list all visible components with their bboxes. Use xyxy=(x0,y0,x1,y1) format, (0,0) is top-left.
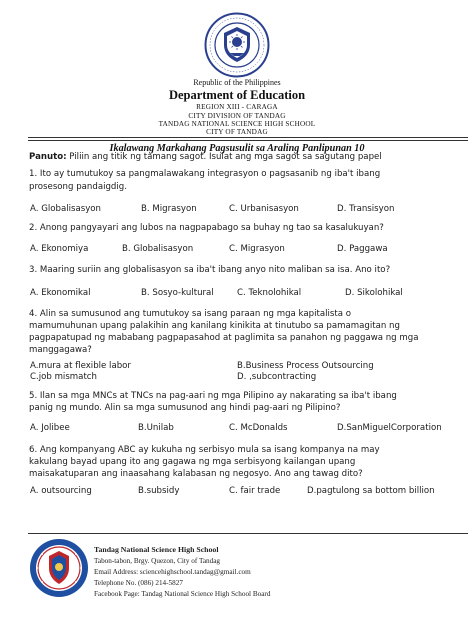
question-4-line: manggagawa? xyxy=(29,345,92,355)
question-2-line: 2. Anong pangyayari ang lubos na nagpapabago sa buhay ng tao sa kasalukuyan? xyxy=(29,223,384,233)
footer-address: Tabon-tabon, Brgy. Quezon, City of Tandag xyxy=(94,557,221,565)
header-divider xyxy=(28,140,468,141)
q6-option-b: B.subsidy xyxy=(138,486,180,496)
q4-option-d: D. ,subcontracting xyxy=(237,372,317,382)
question-1-line: prosesong pandaigdig. xyxy=(29,182,127,192)
q1-option-b: B. Migrasyon xyxy=(141,204,197,214)
q2-option-c: C. Migrasyon xyxy=(229,244,285,254)
question-4-line: pagpapatupad ng mababang pagpapasahod at paglimita sa panahon ng paggawa ng mga xyxy=(29,333,419,343)
question-4-line: mamumuhunan upang palakihin ang kanilang kinikita at tinutubo sa pamamagitan ng xyxy=(29,321,400,331)
q1-option-a: A. Globalisasyon xyxy=(30,204,102,214)
q3-option-a: A. Ekonomikal xyxy=(30,288,91,298)
footer-email: Email Address: sciencehighschool.tandag@gmail.com xyxy=(94,568,251,576)
q1-option-d: D. Transisyon xyxy=(337,204,395,214)
q2-option-d: D. Paggawa xyxy=(337,244,388,254)
deped-seal-logo xyxy=(204,12,270,78)
school-logo xyxy=(29,538,89,598)
exam-title: Ikalawang Markahang Pagsusulit sa Araling Panlipunan 10 xyxy=(109,143,365,154)
question-5-line: 5. Ilan sa mga MNCs at TNCs na pag-aari ng mga Pilipino ay nakarating sa iba't ibang xyxy=(29,391,397,401)
department-name: Department of Education xyxy=(168,88,306,102)
q6-option-d: D.pagtulong sa bottom billion xyxy=(307,486,435,496)
q2-option-a: A. Ekonomiya xyxy=(30,244,89,254)
q5-option-b: B.Unilab xyxy=(138,423,174,433)
q3-option-d: D. Sikolohikal xyxy=(345,288,403,298)
q5-option-a: A. Jolibee xyxy=(30,423,70,433)
q6-option-a: A. outsourcing xyxy=(30,486,92,496)
question-3-line: 3. Maaring suriin ang globalisasyon sa iba't ibang anyo nito maliban sa isa. Ano ito? xyxy=(29,265,391,275)
q6-option-c: C. fair trade xyxy=(229,486,281,496)
city-label: CITY OF TANDAG xyxy=(206,128,268,136)
footer-telephone: Telephone No. (086) 214-5827 xyxy=(94,579,183,587)
q5-option-c: C. McDonalds xyxy=(229,423,288,433)
republic-label: Republic of the Philippines xyxy=(193,78,281,87)
q3-option-b: B. Sosyo-kultural xyxy=(141,288,214,298)
question-5-line: panig ng mundo. Alin sa mga sumusunod ang hindi pag-aari ng Pilipino? xyxy=(29,403,341,413)
q4-option-a: A.mura at flexible labor xyxy=(30,361,131,371)
instructions xyxy=(29,151,382,164)
q4-option-b: B.Business Process Outsourcing xyxy=(237,361,374,371)
q2-option-b: B. Globalisasyon xyxy=(122,244,194,254)
school-label: TANDAG NATIONAL SCIENCE HIGH SCHOOL xyxy=(158,120,316,128)
instructions-label: Panuto: xyxy=(29,152,67,162)
q1-option-c: C. Urbanisasyon xyxy=(229,204,299,214)
footer-school-name: Tandag National Science High School xyxy=(94,545,219,554)
question-6-line: 6. Ang kompanyang ABC ay kukuha ng serbisyo mula sa isang kompanya na may xyxy=(29,445,380,455)
q3-option-c: C. Teknolohikal xyxy=(237,288,302,298)
division-label: CITY DIVISION OF TANDAG xyxy=(188,112,286,120)
instructions-text: Piliin ang titik ng tamang sagot. Isulat ang mga sagot sa sagutang papel xyxy=(69,152,382,162)
region-label: REGION XIII - CARAGA xyxy=(196,103,278,111)
q4-option-c: C.job mismatch xyxy=(30,372,97,382)
footer-facebook: Facebook Page: Tandag National Science High School Board xyxy=(94,590,271,598)
question-6-line: kakulang bayad upang ito ang gagawa ng mga serbisyong kailangan upang xyxy=(29,457,356,467)
question-6-line: maisakatuparan ang inaasahang kalabasan ng negosyo. Ano ang tawag dito? xyxy=(29,469,363,479)
question-1-line: 1. Ito ay tumutukoy sa pangmalawakang integrasyon o pagsasanib ng iba't ibang xyxy=(29,169,381,179)
footer-divider xyxy=(28,533,468,534)
q5-option-d: D.SanMiguelCorporation xyxy=(337,423,442,433)
question-4-line: 4. Alin sa sumusunod ang tumutukoy sa isang paraan ng mga kapitalista o xyxy=(29,309,352,319)
header-divider xyxy=(28,137,468,138)
